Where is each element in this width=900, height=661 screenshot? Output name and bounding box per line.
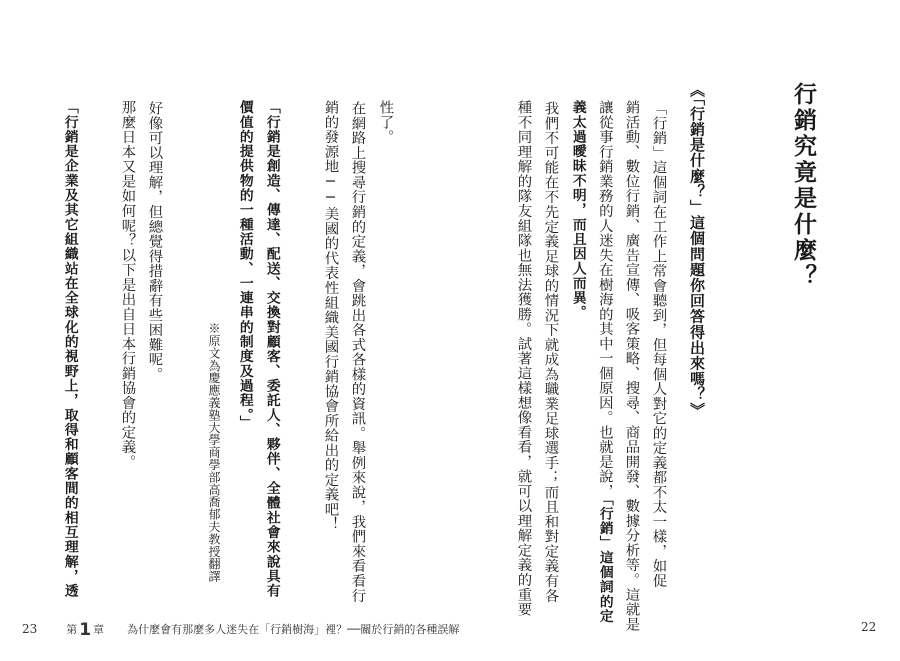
chapter-number: 1	[79, 620, 92, 640]
body-line-mixed	[596, 100, 613, 624]
section-heading: 《「行銷是什麼？」這個問題你回答得出來嗎？》	[688, 82, 706, 418]
chapter-label-prefix: 第	[66, 623, 78, 636]
chapter-title: 為什麼會有那麼多人迷失在「行銷樹海」裡？──關於行銷的各種誤解	[127, 623, 460, 636]
body-line: 好像可以理解，但總覺得措辭有些困難呢。	[146, 101, 163, 382]
body-line: 在網路上搜尋行銷的定義，會跳出各式各樣的資訊。舉例來說，我們來看看行	[349, 101, 366, 603]
body-line: 我們不可能在不先定義足球的情況下就成為職業足球選手；而且和對定義有各	[542, 101, 559, 603]
page-title: 行銷究竟是什麼？	[790, 82, 816, 290]
body-line-bold: 義太過曖昧不明，而且因人而異。	[569, 100, 586, 320]
body-line: 那麼日本又是如何呢？以下是出自日本行銷協會的定義。	[119, 100, 136, 469]
body-line: 「行銷」這個詞在工作上常會聽到，但每個人對它的定義都不太一樣，如促	[650, 101, 667, 589]
page-number-right: 22	[861, 620, 877, 634]
page-number-left: 23	[22, 622, 38, 636]
body-line: 銷活動、數位行銷、廣告宣傳、吸客策略、搜尋、商品開發、數據分析等。這就是	[623, 100, 640, 632]
body-line-plain-part: 讓從事行銷業務的人迷失在樹海的其中一個原因。也就是說，	[596, 100, 613, 499]
translation-note: ※原文為慶應義塾大學商學部高喬郁夫教授翻譯	[207, 322, 221, 583]
quote-line: 價值的提供物的一種活動、一連串的制度及過程。」	[236, 100, 253, 431]
body-line-bold-part: 「行銷」這個詞的定	[596, 498, 613, 624]
left-footer	[22, 620, 459, 640]
body-line: 種不同理解的隊友組隊也無法獲勝。試著這樣想像看看，就可以理解定義的重要	[515, 100, 532, 617]
body-line: 銷的發源地──美國的代表性組織美國行銷協會所給出的定義吧！	[322, 100, 339, 532]
chapter-label-suffix: 章	[93, 623, 105, 636]
body-line: 性了。	[377, 100, 394, 145]
quote-line: 「行銷是創造、傳達、配送、交換對顧客、委託人、夥伴、全體社會來說具有	[263, 100, 280, 599]
quote-line: 「行銷是企業及其它組織站在全球化的視野上，取得和顧客間的相互理解，透	[61, 100, 78, 599]
